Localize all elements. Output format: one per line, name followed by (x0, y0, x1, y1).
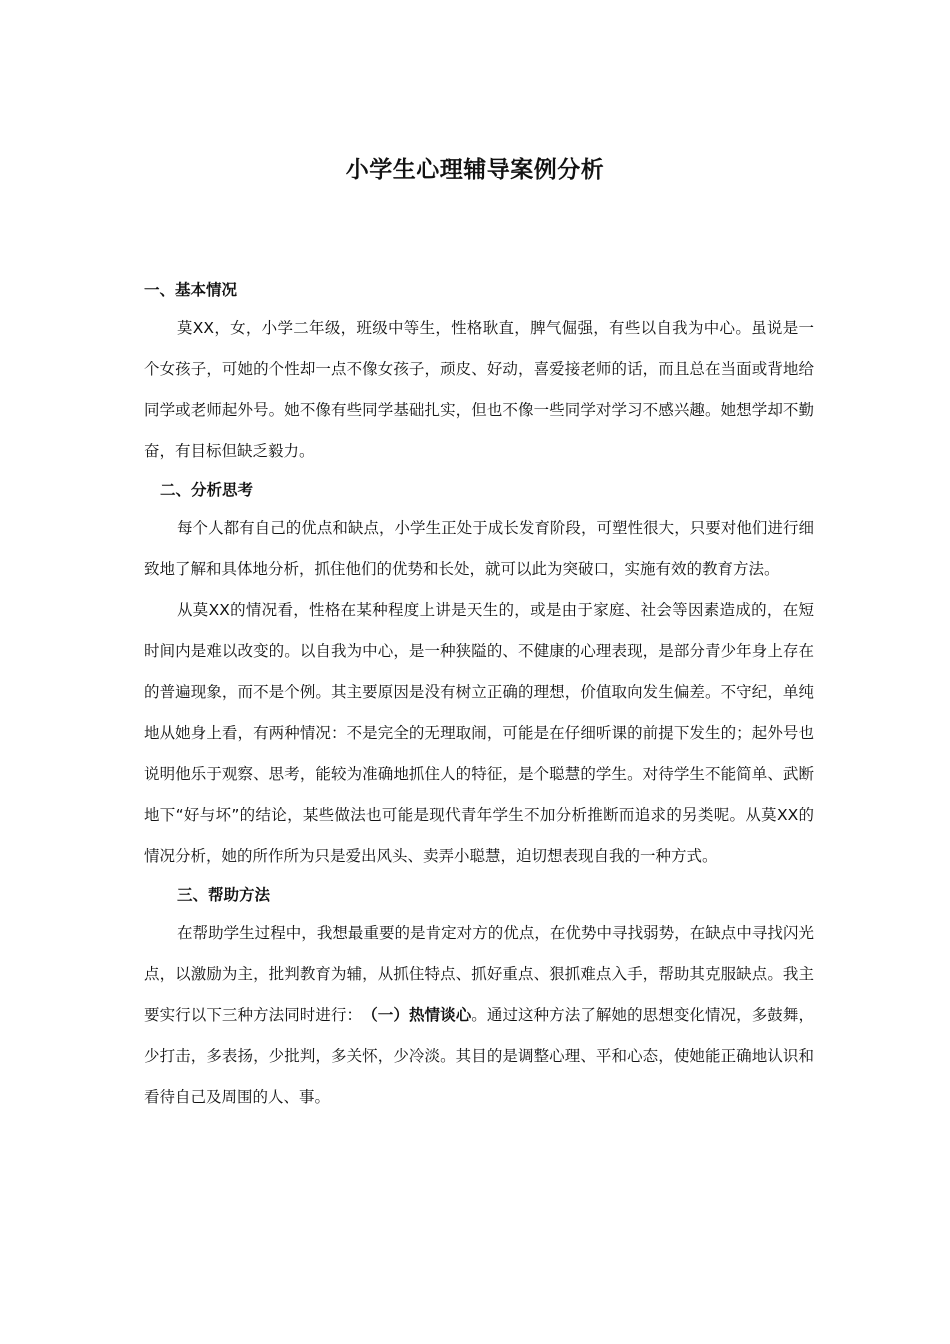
paragraph-analysis-1: 每个人都有自己的优点和缺点，小学生正处于成长发育阶段，可塑性很大，只要对他们进行细致地了解和具体地分析，抓住他们的优势和长处，就可以此为突破口，实施有效的教育方法。 (144, 519, 814, 578)
section-heading-analysis: 二、分析思考 (160, 481, 254, 499)
paragraph-methods-text-after: 。通过这种方法了解她的思想变化情况，多鼓舞，少打击，多表扬，少批判，多关怀，少冷淡。其目的是调整心理、平和心态，使她能正确地认识和看待自己及周围的人、事。 (144, 1006, 814, 1106)
paragraph-analysis-2: 从莫XX的情况看，性格在某种程度上讲是天生的，或是由于家庭、社会等因素造成的，在短时间内是难以改变的。以自我为中心，是一种狭隘的、不健康的心理表现，是部分青少年身上存在的普遍现象，而不是个例。其主要原因是没有树立正确的理想，价值取向发生偏差。不守纪，单纯地从她身上看，有两种情况：不是完全的无理取闹，可能是在仔细听课的前提下发生的；起外号也说明他乐于观察、思考，能较为准确地抓住人的特征，是个聪慧的学生。对待学生不能简单、武断地下“好与坏”的结论，某些做法也可能是现代青年学生不加分析推断而追求的另类呢。从莫XX的情况分析，她的所作所为只是爱出风头、卖弄小聪慧，迫切想表现自我的一种方式。 (144, 601, 814, 865)
method-one-bold-phrase: （一）热情谈心 (369, 1006, 472, 1024)
paragraph-methods-text-before: 在帮助学生过程中，我想最重要的是肯定对方的优点，在优势中寻找弱势，在缺点中寻找闪光点，以激励为主，批判教育为辅，从抓住特点、抓好重点、狠抓难点入手，帮助其克服缺点。我主要实行以下三种方法同时进行： (144, 924, 814, 1024)
paragraph-methods (144, 913, 814, 1118)
document-title: 小学生心理辅导案例分析 (345, 157, 605, 183)
paragraph-basic-info: 莫XX，女，小学二年级，班级中等生，性格耿直，脾气倔强，有些以自我为中心。虽说是一个女孩子，可她的个性却一点不像女孩子，顽皮、好动，喜爱接老师的话，而且总在当面或背地给同学或老师起外号。她不像有些同学基础扎实，但也不像一些同学对学习不感兴趣。她想学却不勤奋，有目标但缺乏毅力。 (144, 319, 814, 460)
section-heading-methods: 三、帮助方法 (177, 886, 271, 904)
section-heading-basic-info: 一、基本情况 (144, 281, 238, 299)
document-body (144, 272, 814, 1118)
